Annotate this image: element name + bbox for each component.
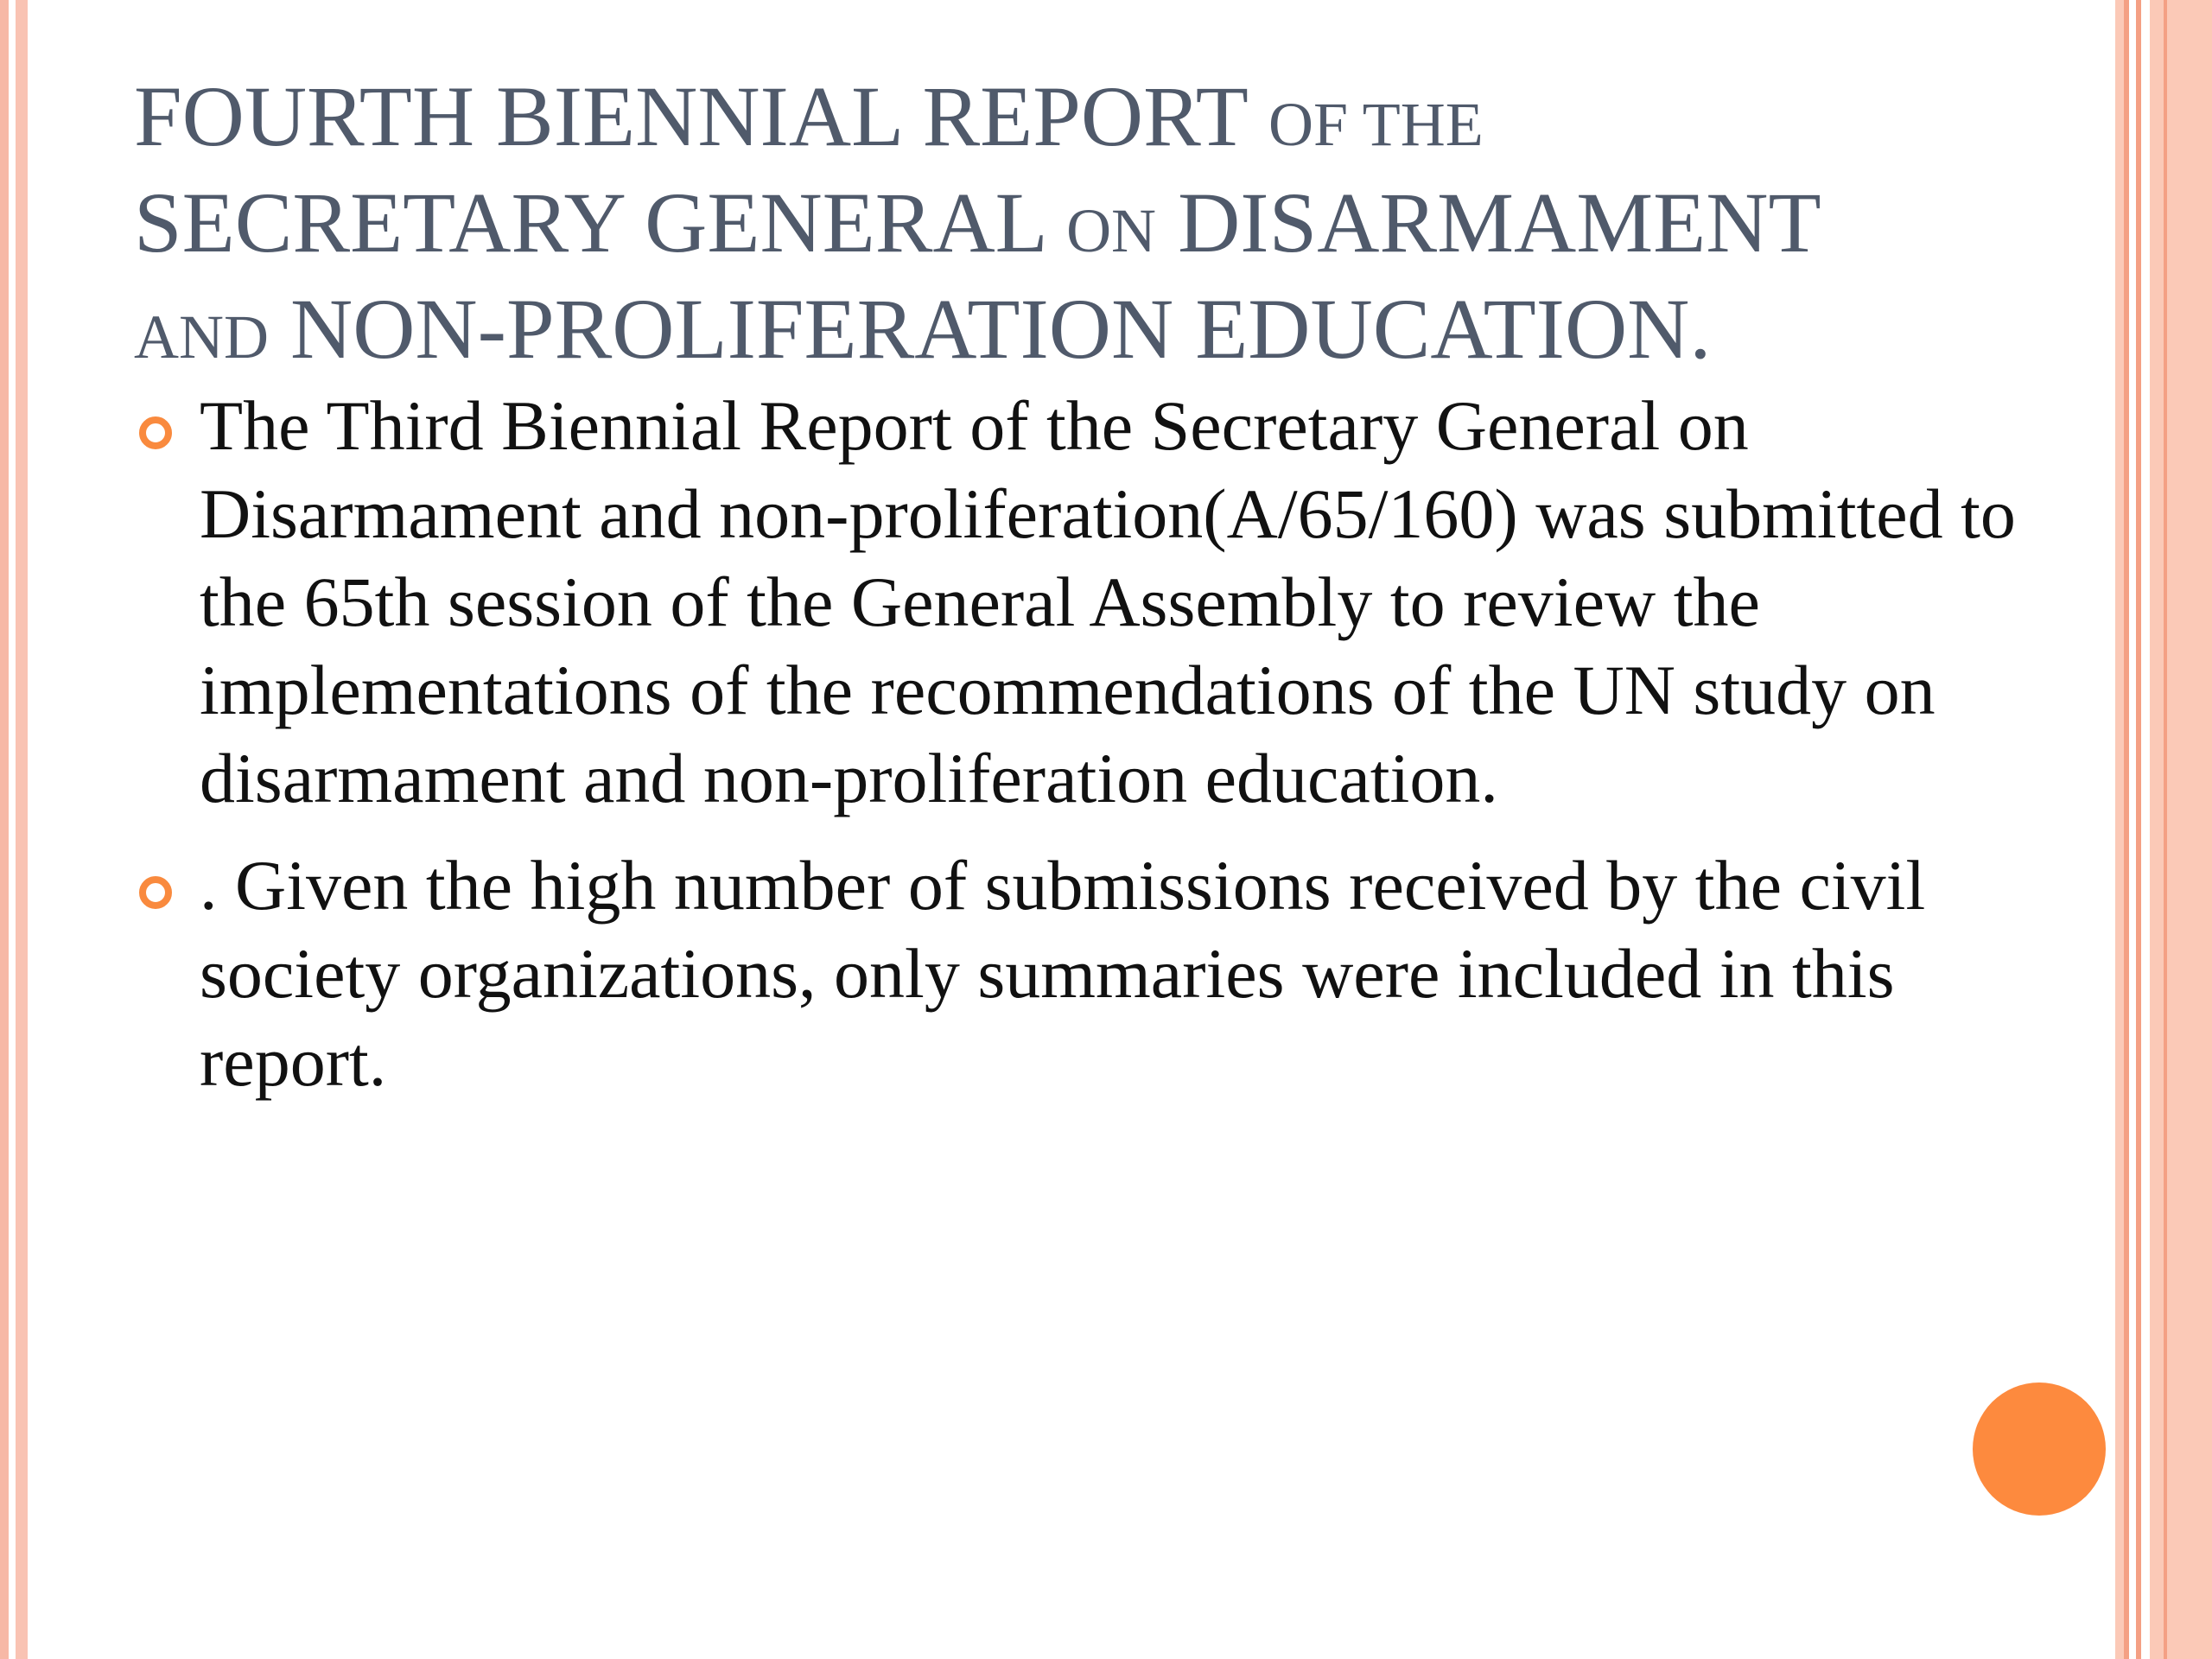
title-part: NON-PROLIFERATION EDUCATION. <box>269 281 1712 377</box>
bullet-item <box>134 382 2095 823</box>
ring-bullet-icon <box>139 876 172 909</box>
left-border-stripe-inner <box>16 0 28 1659</box>
right-border-gap <box>2141 0 2150 1659</box>
ring-bullet-icon <box>139 416 172 449</box>
orange-circle-decoration <box>1973 1382 2106 1516</box>
bullet-text: The Third Biennial Report of the Secretary General on Disarmament and non-proliferation(A/65/160) was submitted to the 65th session of the General Assembly to review the implementations of the recommendations of the UN study on disarmament and non-proliferation education. <box>200 386 2016 817</box>
title-part: FOURTH BIENNIAL REPORT <box>134 68 1269 164</box>
title-small-caps: AND <box>134 302 269 372</box>
title-small-caps: OF THE <box>1268 90 1484 159</box>
title-small-caps: ON <box>1066 196 1157 265</box>
bullet-item <box>134 842 2095 1106</box>
left-border-stripe <box>0 0 9 1659</box>
slide-title <box>134 67 2087 386</box>
title-part: DISARMAMENT <box>1156 175 1821 270</box>
right-border-line <box>2164 0 2167 1659</box>
bullet-text: . Given the high number of submissions received by the civil society organizations, only summaries were included in this report. <box>200 846 1926 1101</box>
bullet-list <box>134 382 2095 1106</box>
right-border-gap <box>2129 0 2136 1659</box>
title-part: SECRETARY GENERAL <box>134 175 1067 270</box>
